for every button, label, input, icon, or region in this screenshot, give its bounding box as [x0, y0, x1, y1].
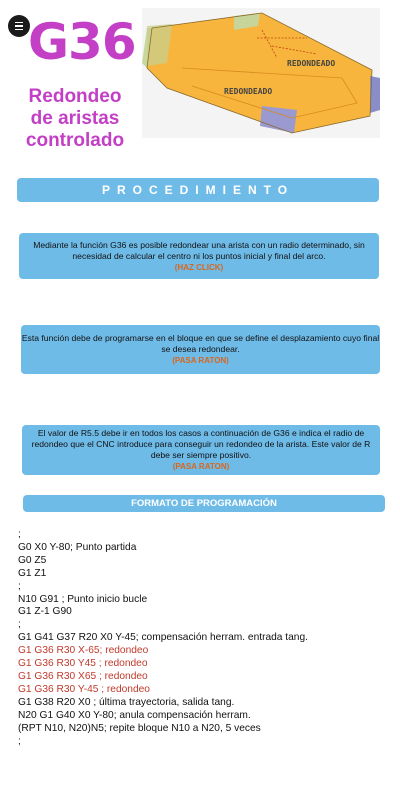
code-line: G0 X0 Y-80; Punto partida: [18, 541, 137, 553]
card-text: El valor de R5.5 debe ir en todos los casos a continuación de G36 e indica el radio de redondeo que el CNC introduce para conseguir un redondeo de la arista. Este valor de R debe ser siempre positivo.: [31, 428, 371, 460]
card-hint: (PASA RATON): [172, 356, 229, 365]
code-line: G1 G38 R20 X0 ; última trayectoria, salida tang.: [18, 696, 235, 708]
code-line: N10 G91 ; Punto inicio bucle: [18, 593, 148, 605]
code-line: N20 G1 G40 X0 Y-80; anula compensación herram.: [18, 709, 251, 721]
rounded-edges-image: [142, 8, 380, 138]
card-text: Mediante la función G36 es posible redondear una arista con un radio determinado, sin necesidad de calcular el centro ni los puntos inicial y final del arco.: [33, 239, 365, 261]
code-line: G1 Z1: [18, 567, 47, 579]
subtitle-line: Redondeo: [28, 86, 122, 107]
code-line: G0 Z5: [18, 554, 47, 566]
info-card[interactable]: [19, 233, 379, 279]
code-line: G1 Z-1 G90: [18, 606, 72, 618]
info-card[interactable]: [22, 425, 380, 475]
page-title: G36: [28, 13, 136, 71]
image-label: REDONDEADO: [224, 87, 273, 96]
page-subtitle: [10, 86, 140, 152]
subtitle-line: controlado: [25, 130, 125, 151]
code-line: ;: [18, 619, 21, 631]
card-text: Esta función debe de programarse en el bloque en que se define el desplazamiento cuyo final se desea redondear.: [21, 333, 380, 354]
subtitle-line: de aristas: [30, 108, 120, 129]
pocket-illustration: [142, 8, 380, 138]
code-line: G1 G36 R30 Y-45 ; redondeo: [18, 683, 150, 695]
image-label: REDONDEADO: [287, 59, 336, 68]
section-procedimiento: PROCEDIMIENTO: [17, 178, 379, 202]
section-formato: FORMATO DE PROGRAMACIÓN: [23, 495, 385, 512]
code-line: G1 G36 R30 X-65; redondeo: [18, 645, 149, 657]
card-hint: (PASA RATON): [172, 462, 230, 471]
hamburger-icon: [15, 22, 23, 30]
code-line: ;: [18, 529, 21, 540]
code-line: G1 G41 G37 R20 X0 Y-45; compensación herram. entrada tang.: [18, 632, 308, 644]
code-line: (RPT N10, N20)N5; repite bloque N10 a N20, 5 veces: [18, 722, 261, 734]
code-line: G1 G36 R30 Y45 ; redondeo: [18, 658, 148, 670]
code-listing: [18, 529, 390, 748]
code-line: ;: [18, 580, 21, 592]
info-card[interactable]: [21, 325, 380, 374]
menu-button[interactable]: [8, 15, 30, 37]
code-line: G1 G36 R30 X65 ; redondeo: [18, 670, 148, 682]
code-line: ;: [18, 735, 21, 747]
card-hint: (HAZ CLICK): [174, 262, 224, 272]
